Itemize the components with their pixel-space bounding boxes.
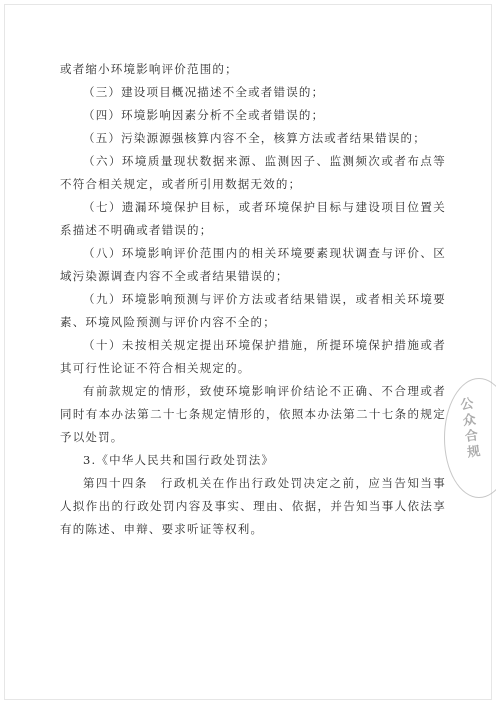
section-heading-law: 3.《中华人民共和国行政处罚法》: [83, 453, 275, 467]
list-item-10: （十）未按相关规定提出环境保护措施，所提环境保护措施或者其可行性论证不符合相关规定的。: [60, 338, 446, 375]
stamp-text: 公众合规: [456, 396, 481, 462]
list-item-6: （六）环境质量现状数据来源、监测因子、监测频次或者布点等不符合相关规定，或者所引用数据无效的；: [60, 154, 446, 191]
paragraph-penalty: 有前款规定的情形，致使环境影响评价结论不正确、不合理或者同时有本办法第二十七条规定情形的，依照本办法第二十七条的规定予以处罚。: [60, 384, 446, 444]
seal-stamp: [444, 378, 496, 498]
list-item-7: （七）遗漏环境保护目标，或者环境保护目标与建设项目位置关系描述不明确或者错误的；: [60, 200, 446, 237]
list-item-3: （三）建设项目概况描述不全或者错误的；: [83, 85, 325, 99]
list-item-9: （九）环境影响预测与评价方法或者结果错误，或者相关环境要素、环境风险预测与评价内容不全的；: [60, 292, 446, 329]
list-item-4: （四）环境影响因素分析不全或者错误的；: [83, 108, 325, 122]
list-item-8: （八）环境影响评价范围内的相关环境要素现状调查与评价、区域污染源调查内容不全或者结果错误的；: [60, 246, 446, 283]
list-item-5: （五）污染源源强核算内容不全，核算方法或者结果错误的；: [83, 131, 426, 145]
article-44: 第四十四条 行政机关在作出行政处罚决定之前，应当告知当事人拟作出的行政处罚内容及事实、理由、依据，并告知当事人依法享有的陈述、申辩、要求听证等权利。: [60, 476, 446, 536]
text-line-continuation: 或者缩小环境影响评价范围的；: [60, 62, 238, 76]
document-body: [60, 58, 446, 541]
